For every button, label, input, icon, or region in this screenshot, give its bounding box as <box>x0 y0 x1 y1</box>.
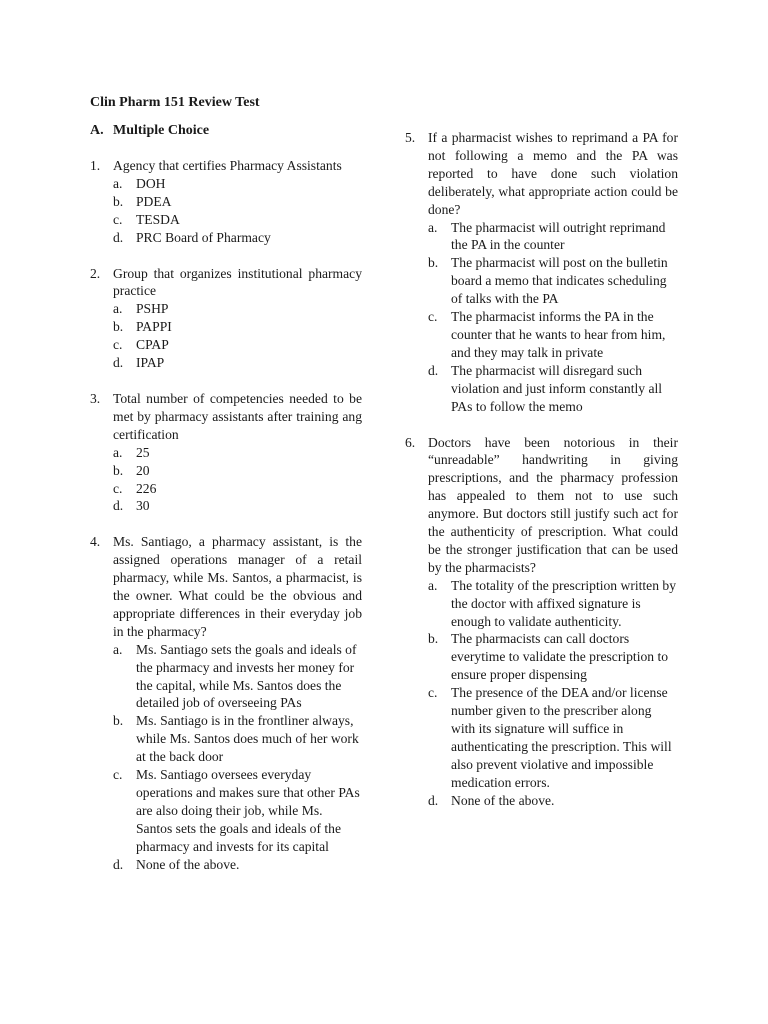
section-heading <box>90 122 209 140</box>
question-4 <box>90 533 362 873</box>
option-text: The pharmacist will post on the bulletin board a memo that indicates scheduling of talks with the PA <box>451 255 668 307</box>
option-letter: d. <box>113 355 124 371</box>
option-text: TESDA <box>136 211 180 227</box>
option-b <box>113 193 362 211</box>
question-number: 5. <box>405 130 416 145</box>
option-letter: c. <box>113 337 123 353</box>
option-text: PSHP <box>136 301 169 317</box>
option-text: Ms. Santiago is in the frontliner always, while Ms. Santos does much of her work at the back door <box>136 713 359 765</box>
question-text: Doctors have been notorious in their “unreadable” handwriting in giving prescriptions, and the pharmacy profession has appealed to them not to use such anymore. But doctors still justify such act for the authenticity of prescription. What could be the stronger justification that can be used by the pharmacists? <box>428 434 678 575</box>
option-d <box>428 362 678 416</box>
question-text: Agency that certifies Pharmacy Assistants <box>113 158 342 173</box>
option-text: 20 <box>136 462 150 478</box>
option-list <box>113 175 362 247</box>
option-d <box>113 856 362 874</box>
question-1 <box>90 157 362 247</box>
option-d <box>113 497 362 515</box>
question-3 <box>90 390 362 515</box>
question-text: Ms. Santiago, a pharmacy assistant, is the assigned operations manager of a retail pharmacy, while Ms. Santos, a pharmacist, is the owner. What could be the obvious and appropriate differences in their everyday job in the pharmacy? <box>113 534 362 639</box>
option-b <box>428 630 678 684</box>
option-text: PRC Board of Pharmacy <box>136 229 271 245</box>
option-c <box>113 480 362 498</box>
option-letter: c. <box>428 685 438 701</box>
option-text: The pharmacists can call doctors everytime to validate the prescription to ensure proper dispensing <box>451 631 669 683</box>
option-text: CPAP <box>136 337 169 353</box>
section-letter: A. <box>90 123 104 138</box>
option-b <box>428 254 678 308</box>
option-text: The pharmacist will disregard such violation and just inform constantly all PAs to follow the memo <box>451 362 663 414</box>
option-text: PAPPI <box>136 319 172 335</box>
option-list <box>428 219 678 416</box>
option-list <box>428 577 678 810</box>
option-text: None of the above. <box>451 792 555 808</box>
option-c <box>428 684 678 791</box>
option-a <box>113 444 362 462</box>
option-text: None of the above. <box>136 856 240 872</box>
option-text: The pharmacist will outright reprimand the PA in the counter <box>451 219 666 253</box>
question-number: 3. <box>90 390 101 406</box>
question-2 <box>90 265 362 372</box>
option-text: IPAP <box>136 355 165 371</box>
option-letter: b. <box>428 255 439 271</box>
option-c <box>113 766 362 856</box>
option-letter: a. <box>113 301 123 317</box>
question-number: 2. <box>90 265 101 281</box>
option-text: 30 <box>136 498 150 514</box>
option-b <box>113 712 362 766</box>
option-text: Ms. Santiago oversees everyday operations and makes sure that other PAs are also doing their job, while Ms. Santos sets the goals and ideals of the pharmacy and invests for its capital <box>136 767 360 854</box>
option-letter: d. <box>113 856 124 872</box>
option-letter: c. <box>113 767 123 783</box>
option-a <box>428 219 678 255</box>
option-c <box>428 308 678 362</box>
option-list <box>113 641 362 874</box>
question-number: 6. <box>405 434 416 450</box>
option-b <box>113 318 362 336</box>
option-letter: d. <box>428 362 439 378</box>
option-text: 226 <box>136 480 157 496</box>
option-text: DOH <box>136 175 166 191</box>
option-d <box>113 354 362 372</box>
option-list <box>113 444 362 516</box>
option-text: PDEA <box>136 193 172 209</box>
option-letter: a. <box>113 641 123 657</box>
option-a <box>113 300 362 318</box>
option-letter: c. <box>113 211 123 227</box>
option-list <box>113 300 362 372</box>
option-letter: b. <box>113 193 124 209</box>
option-letter: c. <box>428 309 438 325</box>
section-label: Multiple Choice <box>113 123 210 138</box>
option-letter: a. <box>113 175 123 191</box>
option-letter: a. <box>113 444 123 460</box>
option-d <box>113 229 362 247</box>
question-number: 1. <box>90 158 101 173</box>
option-b <box>113 462 362 480</box>
option-letter: a. <box>428 577 438 593</box>
option-text: The pharmacist informs the PA in the counter that he wants to hear from him, and they may talk in private <box>451 309 666 360</box>
question-5 <box>405 129 678 416</box>
question-text: Total number of competencies needed to be met by pharmacy assistants after training ang certification <box>113 390 362 442</box>
option-d <box>428 792 678 810</box>
option-a <box>428 577 678 631</box>
option-letter: d. <box>113 229 124 245</box>
option-a <box>113 175 362 193</box>
option-text: The totality of the prescription written by the doctor with affixed signature is enough to validate authenticity. <box>451 577 676 629</box>
option-letter: b. <box>113 462 124 478</box>
question-text: If a pharmacist wishes to reprimand a PA for not following a memo and the PA was reported to have done such violation deliberately, what appropriate action could be done? <box>428 130 678 217</box>
option-text: Ms. Santiago sets the goals and ideals of the pharmacy and invests her money for the capital, while Ms. Santos does the detailed job of overseeing PAs <box>136 641 357 711</box>
option-letter: b. <box>113 713 124 729</box>
left-column <box>90 157 362 874</box>
option-letter: b. <box>428 631 439 647</box>
document-title: Clin Pharm 151 Review Test <box>90 95 260 110</box>
right-column <box>405 129 678 810</box>
question-6 <box>405 434 678 810</box>
option-a <box>113 641 362 713</box>
option-text: The presence of the DEA and/or license number given to the prescriber along with its signature will suffice in authenticating the prescription. This will also prevent violative and impossible medication errors. <box>451 685 672 790</box>
question-text: Group that organizes institutional pharmacy practice <box>113 265 362 299</box>
option-letter: c. <box>113 480 123 496</box>
option-letter: b. <box>113 319 124 335</box>
option-letter: d. <box>428 792 439 808</box>
option-letter: a. <box>428 219 438 235</box>
option-letter: d. <box>113 498 124 514</box>
option-text: 25 <box>136 444 150 460</box>
option-c <box>113 211 362 229</box>
question-number: 4. <box>90 534 101 550</box>
option-c <box>113 336 362 354</box>
